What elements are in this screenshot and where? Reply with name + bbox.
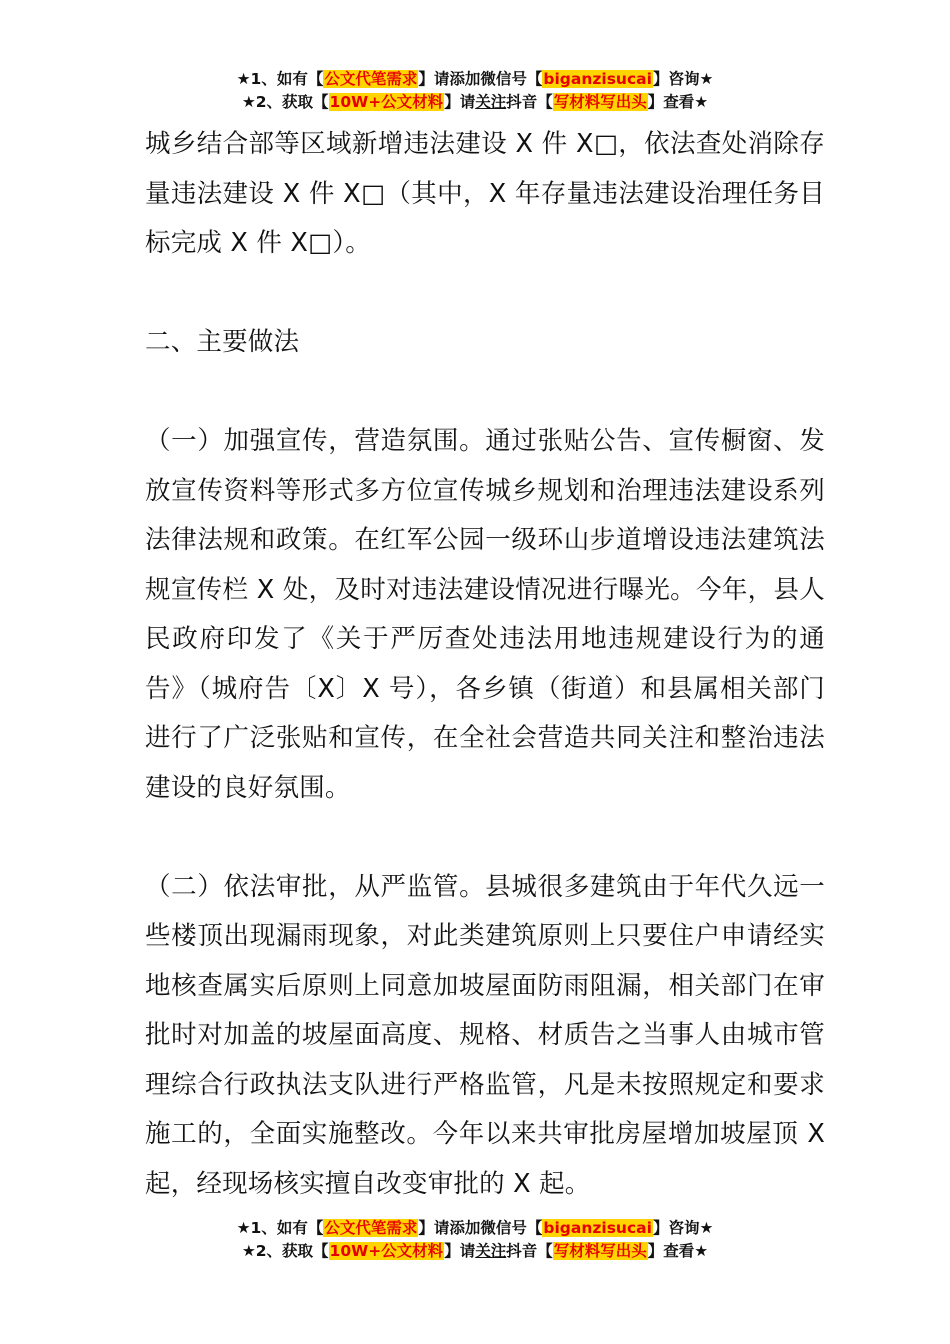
banner-text: 】请添加微信号【 bbox=[418, 1219, 543, 1237]
banner-highlight-douyin: 写材料写出头 bbox=[553, 1242, 647, 1260]
banner-underlined-text: 关注 bbox=[475, 93, 507, 111]
banner-text: ★2、获取【 bbox=[241, 1242, 329, 1260]
banner-text: ★1、如有【 bbox=[236, 1219, 324, 1237]
banner-highlight: 10W+公文材料 bbox=[329, 1242, 444, 1260]
section-heading: 二、主要做法 bbox=[145, 327, 300, 357]
banner-text: 抖音【 bbox=[506, 1242, 553, 1260]
banner-line-1 bbox=[0, 68, 950, 91]
banner-highlight: 公文代笔需求 bbox=[324, 1219, 418, 1237]
banner-text: 】请添加微信号【 bbox=[418, 70, 543, 88]
banner-text: ★2、获取【 bbox=[241, 93, 329, 111]
paragraph-publicity: （一）加强宣传，营造氛围。通过张贴公告、宣传橱窗、发放宣传资料等形式多方位宣传城乡规划和治理违法建设系列法律法规和政策。在红军公园一级环山步道增设违法建筑法规宣传栏 X 处，及时对违法建设情况进行曝光。今年，县人民政府印发了《关于严厉查处违法用地违规建设行为的通告》（城府告〔X〕X 号），各乡镇（街道）和县属相关部门进行了广泛张贴和宣传，在全社会营造共同关注和整治违法建设的良好氛围。 bbox=[145, 426, 825, 803]
banner-text: ★1、如有【 bbox=[236, 70, 324, 88]
banner-text: 】咨询★ bbox=[652, 70, 714, 88]
banner-line-1 bbox=[0, 1217, 950, 1240]
banner-highlight-wechat: biganzisucai bbox=[543, 1219, 652, 1237]
banner-text: 抖音【 bbox=[506, 93, 553, 111]
banner-line-2 bbox=[0, 91, 950, 114]
banner-text: 】请 bbox=[444, 1242, 476, 1260]
banner-highlight: 公文代笔需求 bbox=[324, 70, 418, 88]
banner-highlight-douyin: 写材料写出头 bbox=[553, 93, 647, 111]
footer-banner bbox=[0, 1217, 950, 1263]
banner-text: 】查看★ bbox=[647, 93, 709, 111]
banner-highlight: 10W+公文材料 bbox=[329, 93, 444, 111]
banner-text: 】咨询★ bbox=[652, 1219, 714, 1237]
intro-paragraph: 城乡结合部等区域新增违法建设 X 件 X□，依法查处消除存量违法建设 X 件 X□（其中，X 年存量违法建设治理任务目标完成 X 件 X□）。 bbox=[145, 129, 825, 258]
banner-text: 】请 bbox=[444, 93, 476, 111]
paragraph-approval: （二）依法审批，从严监管。县城很多建筑由于年代久远一些楼顶出现漏雨现象，对此类建筑原则上只要住户申请经实地核查属实后原则上同意加坡屋面防雨阻漏，相关部门在审批时对加盖的坡屋面高度、规格、材质告之当事人由城市管理综合行政执法支队进行严格监管，凡是未按照规定和要求施工的，全面实施整改。今年以来共审批房屋增加坡屋顶 X 起，经现场核实擅自改变审批的 X 起。 bbox=[145, 871, 825, 1199]
banner-text: 】查看★ bbox=[647, 1242, 709, 1260]
header-banner bbox=[0, 68, 950, 114]
document-body bbox=[145, 120, 825, 1209]
banner-underlined-text: 关注 bbox=[475, 1242, 507, 1260]
banner-highlight-wechat: biganzisucai bbox=[543, 70, 652, 88]
banner-line-2 bbox=[0, 1240, 950, 1263]
